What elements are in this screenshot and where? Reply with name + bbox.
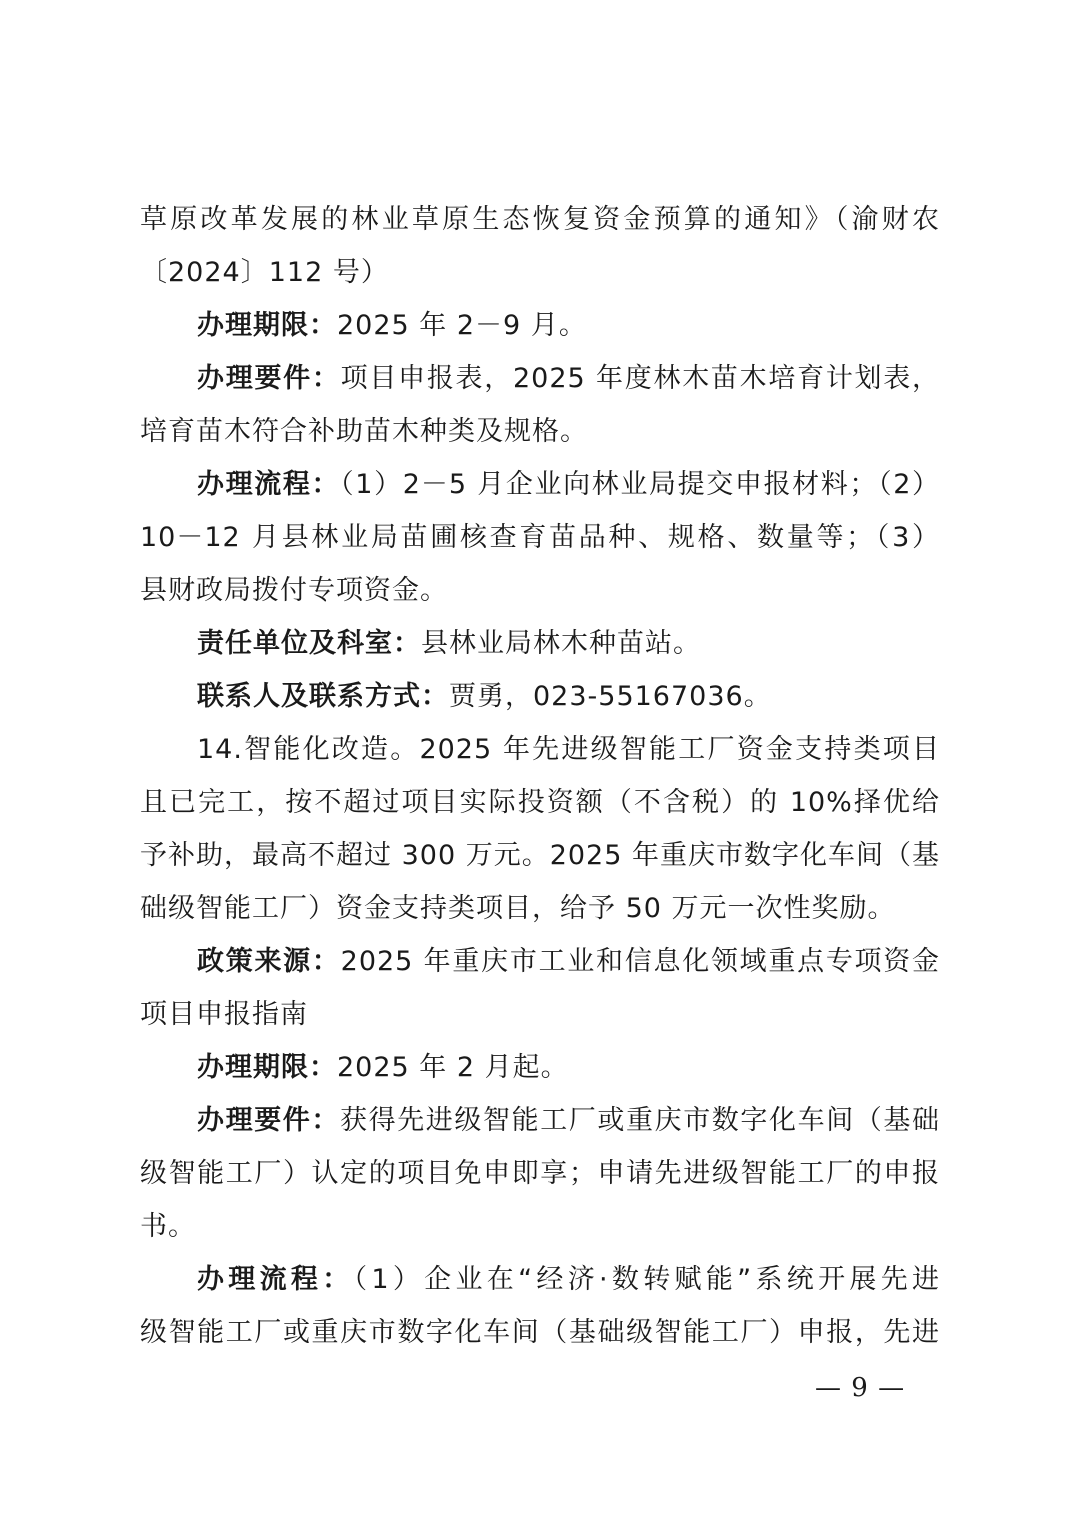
line-text: 级智能工厂）认定的项目免申即享；申请先进级智能工厂的申报 xyxy=(140,1158,940,1189)
line-text: 〔2024〕112 号） xyxy=(140,257,389,288)
line-text: 书。 xyxy=(140,1211,196,1242)
processing-period-line xyxy=(197,1048,940,1088)
text-line xyxy=(140,1154,940,1194)
line-text: 且已完工，按不超过项目实际投资额（不含税）的 10%择优给 xyxy=(140,787,940,818)
procedure-line xyxy=(197,1260,940,1300)
field-value: 县林业局林木种苗站。 xyxy=(421,628,701,659)
text-line xyxy=(140,571,940,611)
section-14-line xyxy=(197,730,940,770)
field-label: 办理期限： xyxy=(197,1052,337,1083)
procedure-line xyxy=(197,465,940,505)
field-label: 政策来源： xyxy=(197,946,341,977)
field-label: 办理要件： xyxy=(197,1105,340,1136)
text-line xyxy=(140,518,940,558)
text-line xyxy=(140,253,940,293)
field-value: 获得先进级智能工厂或重庆市数字化车间（基础 xyxy=(340,1105,940,1136)
contact-line xyxy=(197,677,940,717)
policy-source-line xyxy=(197,942,940,982)
field-label: 联系人及联系方式： xyxy=(197,681,449,712)
text-line xyxy=(140,783,940,823)
field-label: 责任单位及科室： xyxy=(197,628,421,659)
text-line xyxy=(140,836,940,876)
requirements-line xyxy=(197,359,940,399)
field-value: （1）企业在“经济·数转赋能”系统开展先进 xyxy=(353,1264,940,1295)
text-line xyxy=(140,889,940,929)
field-label: 办理要件： xyxy=(197,363,341,394)
page-number: — 9 — xyxy=(815,1373,906,1403)
field-value: 2025 年重庆市工业和信息化领域重点专项资金 xyxy=(340,946,941,977)
text-line xyxy=(140,995,940,1035)
responsible-unit-line xyxy=(197,624,940,664)
line-text: 10－12 月县林业局苗圃核查育苗品种、规格、数量等；（3） xyxy=(140,522,940,553)
line-text: 县财政局拨付专项资金。 xyxy=(140,575,448,606)
line-text: 草原改革发展的林业草原生态恢复资金预算的通知》（渝财农 xyxy=(140,204,940,235)
field-value: 2025 年 2－9 月。 xyxy=(337,310,587,341)
field-label: 办理流程： xyxy=(197,469,341,500)
line-text: 14.智能化改造。2025 年先进级智能工厂资金支持类项目 xyxy=(197,734,940,765)
field-value: 2025 年 2 月起。 xyxy=(337,1052,569,1083)
field-value: （1）2－5 月企业向林业局提交申报材料；（2） xyxy=(340,469,940,500)
text-line xyxy=(140,200,940,240)
text-line xyxy=(140,412,940,452)
processing-period-line xyxy=(197,306,940,346)
field-value: 项目申报表，2025 年度林木苗木培育计划表， xyxy=(340,363,941,394)
line-text: 级智能工厂或重庆市数字化车间（基础级智能工厂）申报，先进 xyxy=(140,1317,940,1348)
line-text: 培育苗木符合补助苗木种类及规格。 xyxy=(140,416,588,447)
field-label: 办理期限： xyxy=(197,310,337,341)
line-text: 础级智能工厂）资金支持类项目，给予 50 万元一次性奖励。 xyxy=(140,893,896,924)
field-label: 办理流程： xyxy=(197,1264,354,1295)
line-text: 项目申报指南 xyxy=(140,999,308,1030)
line-text: 予补助，最高不超过 300 万元。2025 年重庆市数字化车间（基 xyxy=(140,840,940,871)
field-value: 贾勇，023-55167036。 xyxy=(449,681,772,712)
text-line xyxy=(140,1313,940,1353)
text-line xyxy=(140,1207,940,1247)
requirements-line xyxy=(197,1101,940,1141)
